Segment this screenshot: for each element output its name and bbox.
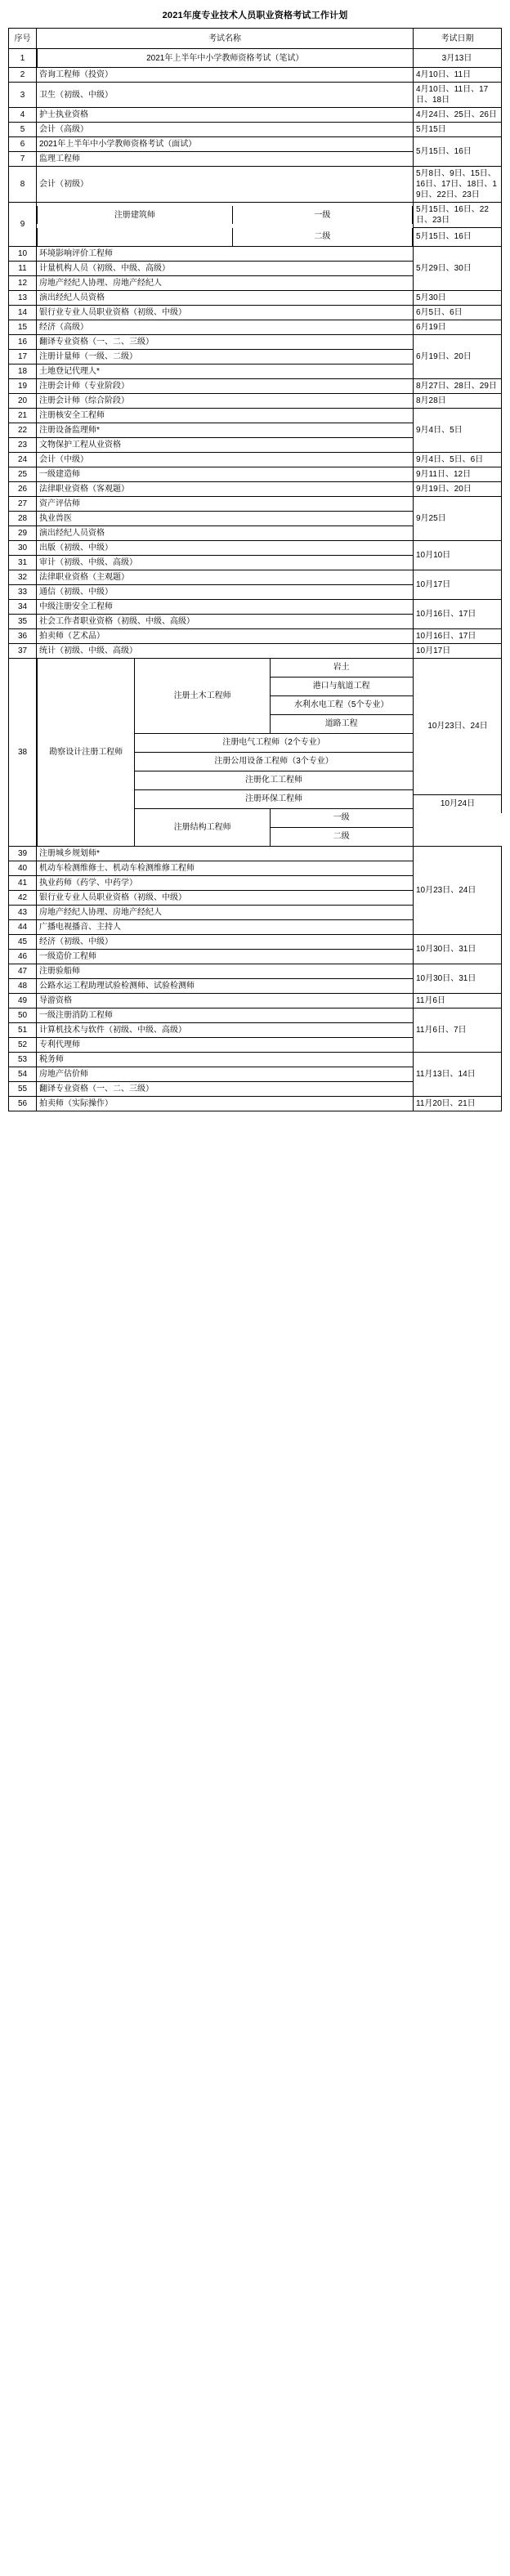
exam-date: 3月13日 — [413, 49, 501, 67]
row-index: 50 — [9, 1008, 37, 1022]
row-index: 44 — [9, 919, 37, 934]
exam-name: 计量机构人员（初级、中级、高级） — [37, 261, 414, 275]
row-index: 15 — [9, 320, 37, 334]
table-row — [9, 643, 502, 658]
sub-item: 水利水电工程（5个专业） — [270, 695, 413, 714]
row-index: 20 — [9, 393, 37, 408]
table-row — [9, 246, 502, 261]
exam-name: 注册计量师（一级、二级） — [37, 349, 414, 364]
exam-date: 10月30日、31日 — [414, 964, 502, 993]
table-row — [9, 83, 502, 108]
table-row — [9, 305, 502, 320]
exam-name: 注册建筑师 — [38, 206, 233, 224]
exam-date: 5月29日、30日 — [414, 246, 502, 290]
row-index: 47 — [9, 964, 37, 978]
row-index: 43 — [9, 905, 37, 919]
row-index: 26 — [9, 481, 37, 496]
table-row — [9, 481, 502, 496]
exam-sub-label: 一级 — [232, 206, 412, 224]
table-row — [9, 123, 502, 137]
exam-date: 10月17日 — [414, 570, 502, 599]
row-index: 12 — [9, 275, 37, 290]
table-row — [9, 452, 502, 467]
exam-name: 法律职业资格（客观题） — [37, 481, 414, 496]
exam-date: 10月10日 — [414, 540, 502, 570]
row-index: 46 — [9, 949, 37, 964]
exam-name: 资产评估师 — [37, 496, 414, 511]
row-index: 23 — [9, 437, 37, 452]
table-row — [9, 964, 502, 978]
exam-name: 执业兽医 — [37, 511, 414, 525]
exam-name: 一级造价工程师 — [37, 949, 414, 964]
row-index: 29 — [9, 525, 37, 540]
sub-group-label: 注册土木工程师 — [135, 659, 270, 734]
exam-name: 注册核安全工程师 — [37, 408, 414, 423]
table-row — [9, 628, 502, 643]
table-row — [9, 540, 502, 555]
exam-name: 审计（初级、中级、高级） — [37, 555, 414, 570]
exam-date: 5月30日 — [414, 290, 502, 305]
exam-name: 拍卖师（艺术品） — [37, 628, 414, 643]
row-index: 30 — [9, 540, 37, 555]
exam-name: 经济（高级） — [37, 320, 414, 334]
row-index: 13 — [9, 290, 37, 305]
exam-name: 演出经纪人员资格 — [37, 525, 414, 540]
exam-name: 社会工作者职业资格（初级、中级、高级） — [37, 614, 414, 628]
exam-date: 9月4日、5日 — [414, 408, 502, 452]
exam-date: 10月16日、17日 — [414, 628, 502, 643]
table-row — [9, 378, 502, 393]
exam-date: 5月15日、16日、22日、23日 — [414, 203, 502, 228]
exam-name: 公路水运工程助理试验检测师、试验检测师 — [37, 978, 414, 993]
table-row — [9, 467, 502, 481]
exam-name: 翻译专业资格（一、二、三级） — [37, 1081, 414, 1096]
exam-name: 出版（初级、中级） — [37, 540, 414, 555]
row-index: 53 — [9, 1052, 37, 1067]
row-index: 22 — [9, 423, 37, 437]
exam-date: 9月19日、20日 — [414, 481, 502, 496]
exam-name: 注册设备监理师* — [37, 423, 414, 437]
exam-name: 执业药师（药学、中药学） — [37, 875, 414, 890]
row-index: 54 — [9, 1067, 37, 1081]
sub-item: 二级 — [270, 827, 413, 846]
table-row — [9, 108, 502, 123]
row-index: 2 — [9, 68, 37, 83]
exam-date: 9月4日、5日、6日 — [414, 452, 502, 467]
exam-date: 5月15日、16日 — [414, 228, 502, 247]
exam-date: 9月11日、12日 — [414, 467, 502, 481]
table-row — [9, 570, 502, 584]
exam-name: 房地产经纪人协理、房地产经纪人 — [37, 905, 414, 919]
exam-date: 10月23日、24日 — [414, 659, 502, 795]
table-row — [9, 1008, 502, 1022]
exam-name: 会计（高级） — [37, 123, 414, 137]
row-index: 9 — [9, 203, 37, 247]
exam-date: 4月24日、25日、26日 — [414, 108, 502, 123]
exam-date: 4月10日、11日 — [414, 68, 502, 83]
row-index: 3 — [9, 83, 37, 108]
exam-date-last: 10月24日 — [414, 794, 502, 813]
exam-name: 勘察设计注册工程师 — [38, 659, 135, 846]
exam-name: 护士执业资格 — [37, 108, 414, 123]
page-title: 2021年度专业技术人员职业资格考试工作计划 — [162, 11, 348, 20]
exam-date: 10月17日 — [414, 643, 502, 658]
exam-date: 11月13日、14日 — [414, 1052, 502, 1096]
exam-name: 房地产经纪人协理、房地产经纪人 — [37, 275, 414, 290]
exam-name: 房地产估价师 — [37, 1067, 414, 1081]
row-index: 1 — [9, 49, 37, 68]
row-index: 14 — [9, 305, 37, 320]
exam-date: 6月19日 — [414, 320, 502, 334]
row-index: 37 — [9, 643, 37, 658]
exam-sub-label: 二级 — [232, 228, 412, 246]
exam-date: 11月20日、21日 — [414, 1096, 502, 1111]
document-page — [0, 0, 510, 1123]
row-index: 16 — [9, 334, 37, 349]
table-row — [9, 167, 502, 203]
exam-date: 5月15日、16日 — [414, 137, 502, 167]
exam-date: 10月16日、17日 — [414, 599, 502, 628]
table-row — [9, 993, 502, 1008]
row-index: 7 — [9, 152, 37, 167]
exam-name: 咨询工程师（投资） — [37, 68, 414, 83]
row-index: 5 — [9, 123, 37, 137]
exam-name: 监理工程师 — [37, 152, 414, 167]
row-index: 28 — [9, 511, 37, 525]
exam-date: 5月15日 — [414, 123, 502, 137]
exam-date: 8月28日 — [414, 393, 502, 408]
exam-name: 通信（初级、中级） — [37, 584, 414, 599]
row-index: 10 — [9, 246, 37, 261]
table-row — [9, 846, 502, 861]
exam-name: 银行业专业人员职业资格（初级、中级） — [37, 305, 414, 320]
exam-name: 广播电视播音、主持人 — [37, 919, 414, 934]
row-index: 18 — [9, 364, 37, 378]
table-row — [9, 496, 502, 511]
exam-date: 11月6日 — [414, 993, 502, 1008]
table-row — [9, 203, 502, 228]
row-index: 31 — [9, 555, 37, 570]
table-row-group-38 — [9, 658, 502, 846]
exam-name: 导游资格 — [37, 993, 414, 1008]
row-index: 45 — [9, 934, 37, 949]
row-index: 6 — [9, 137, 37, 152]
sub-item: 一级 — [270, 808, 413, 827]
table-row — [9, 68, 502, 83]
row-index: 8 — [9, 167, 37, 203]
exam-date: 9月25日 — [414, 496, 502, 540]
row-index: 4 — [9, 108, 37, 123]
column-header-exam-date: 考试日期 — [414, 29, 502, 49]
exam-name: 注册会计师（专业阶段） — [37, 378, 414, 393]
row-index: 49 — [9, 993, 37, 1008]
row-index: 33 — [9, 584, 37, 599]
table-row — [9, 137, 502, 152]
exam-name: 文物保护工程从业资格 — [37, 437, 414, 452]
row-index: 40 — [9, 861, 37, 875]
row-index: 11 — [9, 261, 37, 275]
exam-name: 专利代理师 — [37, 1037, 414, 1052]
sub-group-label: 注册公用设备工程师（3个专业） — [135, 752, 413, 771]
sub-item: 岩土 — [270, 659, 413, 678]
exam-date: 6月5日、6日 — [414, 305, 502, 320]
exam-name: 环境影响评价工程师 — [37, 246, 414, 261]
row-index: 35 — [9, 614, 37, 628]
exam-name: 2021年上半年中小学教师资格考试（笔试） — [38, 49, 414, 67]
row-index: 42 — [9, 890, 37, 905]
exam-name: 2021年上半年中小学教师资格考试（面试） — [37, 137, 414, 152]
exam-name: 一级建造师 — [37, 467, 414, 481]
exam-date: 5月8日、9日、15日、16日、17日、18日、19日、22日、23日 — [414, 167, 502, 203]
row-index: 39 — [9, 846, 37, 861]
table-row — [9, 1096, 502, 1111]
exam-name: 卫生（初级、中级） — [37, 83, 414, 108]
sub-group-label: 注册电气工程师（2个专业） — [135, 733, 413, 752]
exam-name: 税务师 — [37, 1052, 414, 1067]
row-index: 19 — [9, 378, 37, 393]
row-index: 25 — [9, 467, 37, 481]
row-index: 27 — [9, 496, 37, 511]
exam-name: 法律职业资格（主观题） — [37, 570, 414, 584]
exam-schedule-table — [8, 28, 502, 1111]
sub-group-label: 注册环保工程师 — [135, 789, 413, 808]
row-index: 41 — [9, 875, 37, 890]
sub-item: 港口与航道工程 — [270, 677, 413, 695]
exam-date: 6月19日、20日 — [414, 334, 502, 378]
sub-group-label: 注册结构工程师 — [135, 808, 270, 846]
exam-name: 注册城乡规划师* — [37, 846, 414, 861]
row-index: 55 — [9, 1081, 37, 1096]
exam-date: 4月10日、11日、17日、18日 — [414, 83, 502, 108]
exam-name: 土地登记代理人* — [37, 364, 414, 378]
table-row — [9, 393, 502, 408]
row-index: 34 — [9, 599, 37, 614]
table-row — [9, 599, 502, 614]
exam-date: 10月23日、24日 — [414, 846, 502, 934]
table-header-row — [9, 29, 502, 49]
sub-group-label: 注册化工工程师 — [135, 771, 413, 789]
row-index: 24 — [9, 452, 37, 467]
exam-name: 银行业专业人员职业资格（初级、中级） — [37, 890, 414, 905]
table-row — [9, 290, 502, 305]
exam-name: 翻译专业资格（一、二、三级） — [37, 334, 414, 349]
exam-name: 拍卖师（实际操作） — [37, 1096, 414, 1111]
exam-name: 演出经纪人员资格 — [37, 290, 414, 305]
exam-name: 注册会计师（综合阶段） — [37, 393, 414, 408]
table-row — [9, 334, 502, 349]
exam-name: 计算机技术与软件（初级、中级、高级） — [37, 1022, 414, 1037]
exam-name: 会计（中级） — [37, 452, 414, 467]
sub-item: 道路工程 — [270, 714, 413, 733]
table-row — [9, 228, 502, 247]
row-index: 32 — [9, 570, 37, 584]
table-row — [9, 320, 502, 334]
column-header-index: 序号 — [9, 29, 37, 49]
exam-name: 会计（初级） — [37, 167, 414, 203]
exam-name: 中级注册安全工程师 — [37, 599, 414, 614]
row-index: 52 — [9, 1037, 37, 1052]
table-row — [9, 408, 502, 423]
row-index: 38 — [9, 658, 37, 846]
exam-name: 统计（初级、中级、高级） — [37, 643, 414, 658]
exam-name: 注册验船师 — [37, 964, 414, 978]
table-row — [9, 49, 502, 68]
row-index: 36 — [9, 628, 37, 643]
table-row — [9, 1052, 502, 1067]
row-index: 48 — [9, 978, 37, 993]
row-index: 21 — [9, 408, 37, 423]
row-index: 56 — [9, 1096, 37, 1111]
exam-name: 机动车检测维修士、机动车检测维修工程师 — [37, 861, 414, 875]
exam-name: 经济（初级、中级） — [37, 934, 414, 949]
exam-date: 11月6日、7日 — [414, 1008, 502, 1052]
table-row — [9, 934, 502, 949]
exam-name: 一级注册消防工程师 — [37, 1008, 414, 1022]
column-header-exam-name: 考试名称 — [37, 29, 414, 49]
exam-date: 8月27日、28日、29日 — [414, 378, 502, 393]
exam-date: 10月30日、31日 — [414, 934, 502, 964]
row-index: 51 — [9, 1022, 37, 1037]
row-index: 17 — [9, 349, 37, 364]
